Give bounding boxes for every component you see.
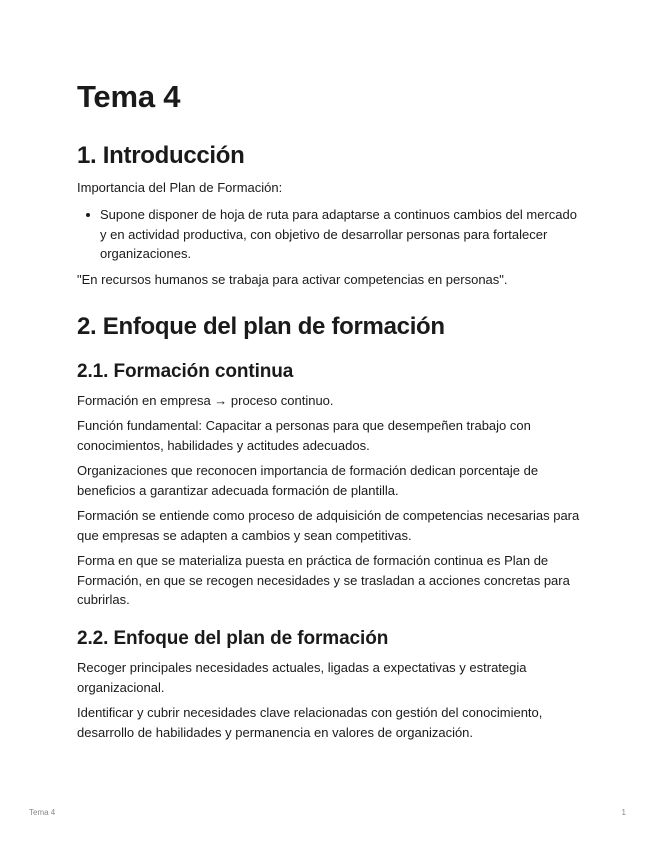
footer-page-number: 1	[621, 808, 626, 817]
list-item-text: Supone disponer de hoja de ruta para adaptarse a continuos cambios del mercado y en actividad productiva, con objetivo de desarrollar personas para fortalecer organizaciones.	[100, 207, 577, 261]
bullet-icon	[86, 213, 90, 217]
intro-quote-paragraph: "En recursos humanos se trabaja para activar competencias en personas".	[77, 272, 508, 287]
paragraph: Formación en empresa → proceso continuo.	[77, 393, 334, 408]
intro-lead-paragraph: Importancia del Plan de Formación:	[77, 180, 283, 195]
footer-document-title: Tema 4	[29, 808, 56, 817]
page-title: Tema 4	[77, 79, 181, 114]
subsection-heading-enfoque-plan: 2.2. Enfoque del plan de formación	[77, 628, 389, 649]
paragraph: Función fundamental: Capacitar a personas para que desempeñen trabajo con conocimientos, habilidades y actitudes adecuados.	[77, 418, 531, 453]
paragraph: Organizaciones que reconocen importancia de formación dedican porcentaje de beneficios a garantizar adecuada formación de plantilla.	[77, 463, 539, 498]
section-heading-enfoque: 2. Enfoque del plan de formación	[77, 313, 445, 340]
paragraph: Identificar y cubrir necesidades clave relacionadas con gestión del conocimiento, desarrollo de habilidades y permanencia en valores de organización.	[77, 705, 543, 740]
paragraph: Forma en que se materializa puesta en práctica de formación continua es Plan de Formación, en que se recogen necesidades y se trasladan a acciones concretas para cubrirlas.	[77, 553, 570, 607]
paragraph: Recoger principales necesidades actuales, ligadas a expectativas y estrategia organizacional.	[77, 660, 527, 695]
subsection-heading-formacion-continua: 2.1. Formación continua	[77, 361, 294, 382]
list-item	[77, 205, 582, 264]
section-heading-introduccion: 1. Introducción	[77, 142, 245, 169]
intro-bullet-list	[77, 205, 582, 264]
paragraph: Formación se entiende como proceso de adquisición de competencias necesarias para que empresas se adapten a cambios y sean competitivas.	[77, 508, 580, 543]
